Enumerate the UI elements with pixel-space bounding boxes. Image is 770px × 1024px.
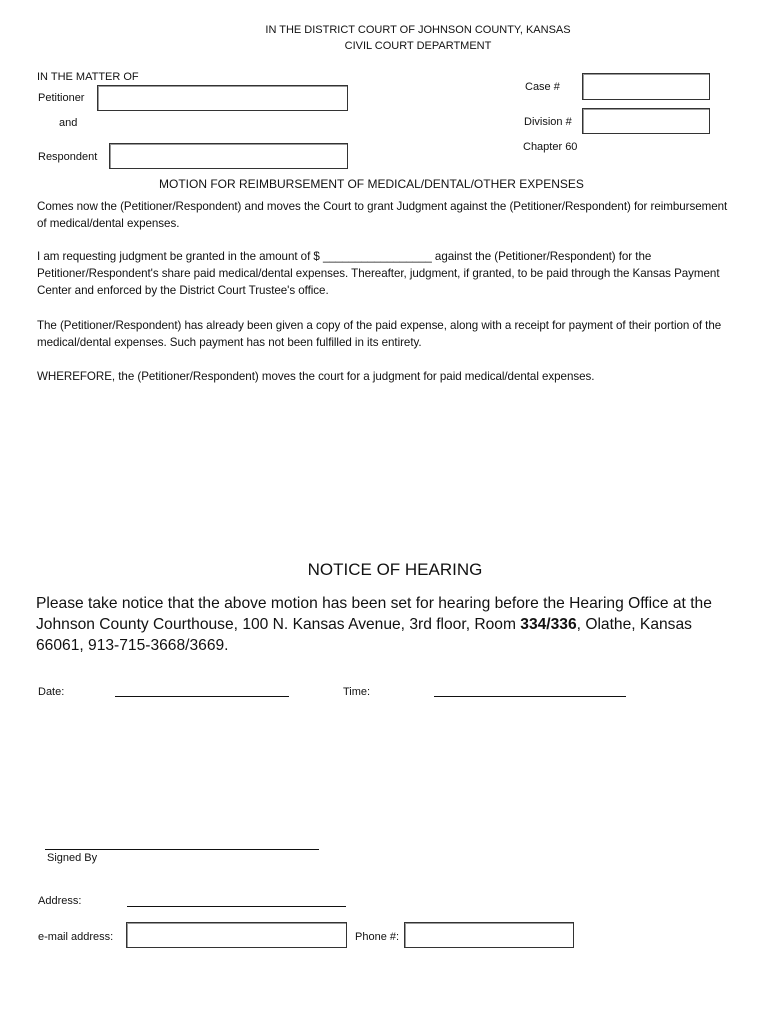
- notice-text: [36, 593, 736, 656]
- phone-field[interactable]: [404, 922, 574, 948]
- address-label: Address:: [38, 895, 82, 907]
- division-field[interactable]: [582, 108, 710, 134]
- motion-paragraph-4: WHEREFORE, the (Petitioner/Respondent) moves the court for a judgment for paid medical/dental expenses.: [37, 370, 595, 383]
- notice-text-part2: , Olathe, Kansas 66061, 913-715-3668/3669.: [36, 616, 692, 654]
- email-label: e-mail address:: [38, 931, 114, 943]
- respondent-field[interactable]: [109, 143, 348, 169]
- respondent-label: Respondent: [38, 151, 98, 163]
- motion-paragraph-2: I am requesting judgment be granted in the amount of $ _________________ against the (Petitioner/Respondent) for the Petitioner/Respondent's share paid medical/dental expenses. Thereafter, judgment, if granted, to be paid through the Kansas Payment Center and enforced by the District Court Trustee's office.: [37, 250, 720, 297]
- address-line[interactable]: [127, 906, 346, 907]
- date-label: Date:: [38, 686, 65, 698]
- time-label: Time:: [343, 686, 371, 698]
- petitioner-label: Petitioner: [38, 92, 85, 104]
- petitioner-field[interactable]: [97, 85, 348, 111]
- email-field[interactable]: [126, 922, 347, 948]
- phone-label: Phone #:: [355, 931, 400, 943]
- signed-by-label: Signed By: [47, 852, 98, 864]
- and-label: and: [59, 117, 78, 129]
- chapter-label: Chapter 60: [523, 141, 578, 153]
- court-department: CIVIL COURT DEPARTMENT: [344, 40, 492, 52]
- court-title: IN THE DISTRICT COURT OF JOHNSON COUNTY, KANSAS: [265, 24, 571, 36]
- date-line[interactable]: [115, 696, 289, 697]
- notice-text-part1: Please take notice that the above motion has been set for hearing before the Hearing Office at the Johnson County Courthouse, 100 N. Kansas Avenue, 3rd floor, Room: [36, 595, 712, 633]
- case-label: Case #: [525, 81, 560, 93]
- division-label: Division #: [524, 116, 572, 128]
- notice-room-number: 334/336: [520, 616, 577, 633]
- case-number-field[interactable]: [582, 73, 710, 100]
- motion-paragraph-1: Comes now the (Petitioner/Respondent) and moves the Court to grant Judgment against the (Petitioner/Respondent) for reimbursement of medical/dental expenses.: [37, 200, 728, 230]
- motion-title: MOTION FOR REIMBURSEMENT OF MEDICAL/DENTAL/OTHER EXPENSES: [159, 177, 584, 191]
- in-the-matter-of: IN THE MATTER OF: [37, 71, 139, 83]
- time-line[interactable]: [434, 696, 626, 697]
- signature-line[interactable]: [45, 849, 319, 850]
- motion-paragraph-3: The (Petitioner/Respondent) has already been given a copy of the paid expense, along with a receipt for payment of their portion of the medical/dental expenses. Such payment has not been fulfilled in its entirety.: [37, 319, 722, 349]
- notice-title: NOTICE OF HEARING: [307, 560, 483, 579]
